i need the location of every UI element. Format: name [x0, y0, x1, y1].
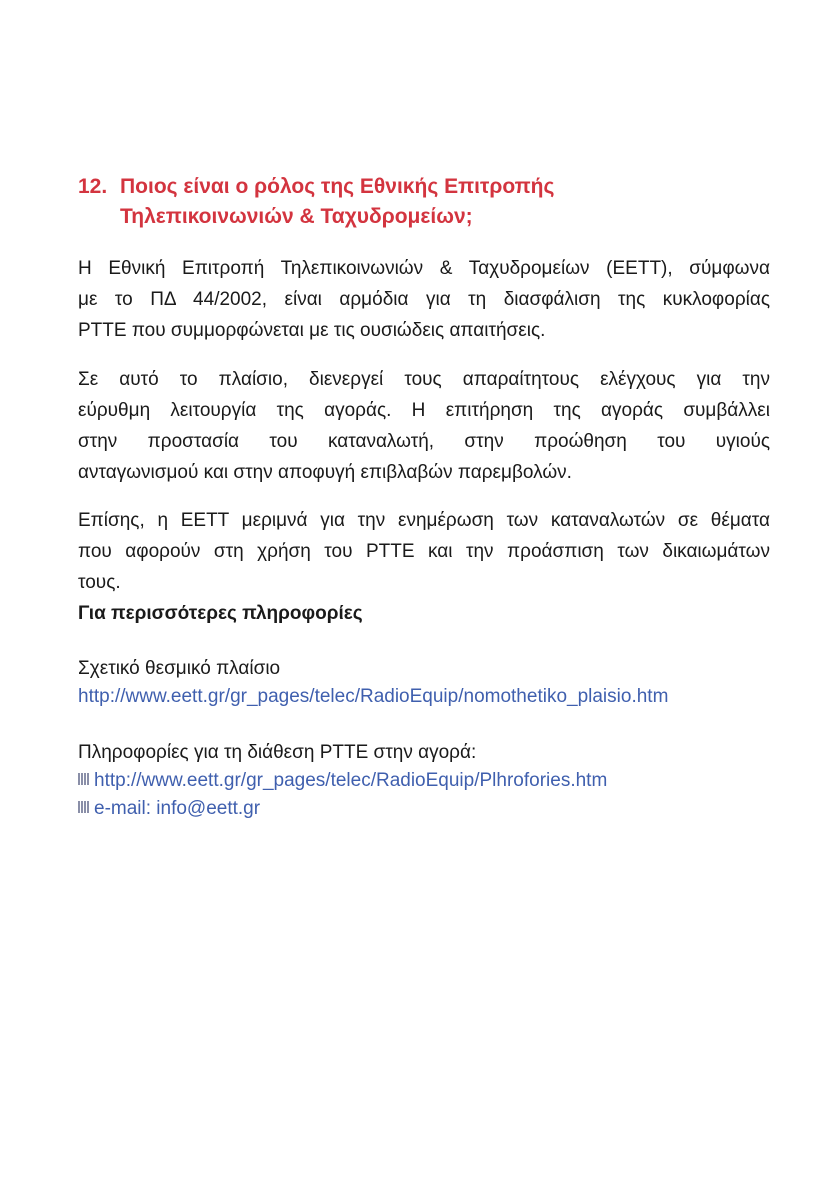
- framework-link[interactable]: http://www.eett.gr/gr_pages/telec/RadioEquip/nomothetiko_plaisio.htm: [78, 686, 669, 707]
- paragraph-eett-authority: [78, 253, 770, 346]
- more-info-title: Για περισσότερες πληροφορίες: [78, 603, 363, 624]
- paragraph-line: Η Εθνική Επιτροπή Τηλεπικοινωνιών & Ταχυδρομείων (ΕΕΤΤ), σύμφωνα: [78, 258, 770, 279]
- market-info-label: Πληροφορίες για τη διάθεση ΡΤΤΕ στην αγορά:: [78, 742, 477, 763]
- paragraph-line: Επίσης, η ΕΕΤΤ μεριμνά για την ενημέρωση των καταναλωτών σε θέματα: [78, 510, 770, 531]
- paragraph-line: τους.: [78, 572, 121, 593]
- email-link-item[interactable]: [78, 795, 770, 823]
- paragraph-line: εύρυθμη λειτουργία της αγοράς. Η επιτήρηση της αγοράς συμβάλλει: [78, 400, 770, 421]
- section-heading: [78, 172, 770, 232]
- paragraph-line: με το ΠΔ 44/2002, είναι αρμόδια για τη διασφάλιση της κυκλοφορίας: [78, 289, 770, 310]
- market-info-link[interactable]: http://www.eett.gr/gr_pages/telec/RadioEquip/Plhrofories.htm: [94, 770, 608, 791]
- paragraph-line: ανταγωνισμού και στην αποφυγή επιβλαβών παρεμβολών.: [78, 462, 572, 483]
- paragraph-line: που αφορούν στη χρήση του ΡΤΤΕ και την προάσπιση των δικαιωμάτων: [78, 541, 770, 562]
- paragraph-consumer-information: [78, 505, 770, 598]
- email-link[interactable]: e-mail: info@eett.gr: [94, 798, 261, 819]
- paragraph-line: Σε αυτό το πλαίσιο, διενεργεί τους απαραίτητους ελέγχους για την: [78, 369, 770, 390]
- market-info-block: [78, 739, 770, 823]
- paragraph-line: στην προστασία του καταναλωτή, στην προώθηση του υγιούς: [78, 431, 770, 452]
- framework-block: [78, 655, 770, 711]
- paragraph-market-surveillance: [78, 364, 770, 488]
- paragraph-line: ΡΤΤΕ που συμμορφώνεται με τις ουσιώδεις απαιτήσεις.: [78, 320, 546, 341]
- framework-label: Σχετικό θεσμικό πλαίσιο: [78, 658, 281, 679]
- section-title-line-2: Τηλεπικοινωνιών & Ταχυδρομείων;: [120, 205, 473, 228]
- bullet-icon: [78, 801, 90, 813]
- bullet-icon: [78, 773, 90, 785]
- market-info-link-item[interactable]: [78, 767, 770, 795]
- section-number: 12.: [78, 175, 108, 198]
- section-title-line-1: Ποιος είναι ο ρόλος της Εθνικής Επιτροπής: [120, 175, 555, 198]
